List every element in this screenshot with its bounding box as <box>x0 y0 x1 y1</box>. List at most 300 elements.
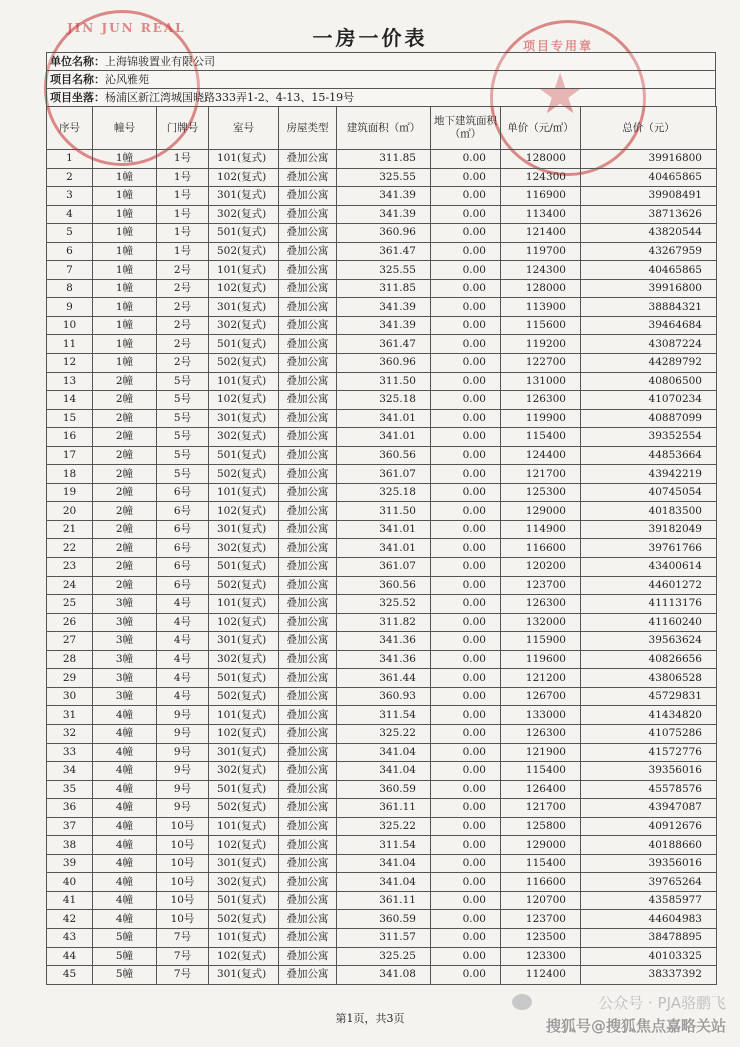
table-row <box>47 261 717 280</box>
cell-index: 45 <box>47 966 93 985</box>
table-row <box>47 446 717 465</box>
cell-building: 2幢 <box>93 428 157 447</box>
cell-unit-price: 116600 <box>501 539 581 558</box>
table-row <box>47 910 717 929</box>
cell-underground-area: 0.00 <box>431 446 501 465</box>
cell-type: 叠加公寓 <box>279 650 337 669</box>
cell-total-price: 43820544 <box>581 224 717 243</box>
cell-type: 叠加公寓 <box>279 669 337 688</box>
cell-total-price: 39356016 <box>581 854 717 873</box>
cell-area: 361.11 <box>337 891 431 910</box>
cell-room: 302(复式) <box>209 205 279 224</box>
cell-underground-area: 0.00 <box>431 372 501 391</box>
cell-underground-area: 0.00 <box>431 298 501 317</box>
cell-building: 4幢 <box>93 836 157 855</box>
cell-door: 2号 <box>157 335 209 354</box>
cell-unit-price: 128000 <box>501 279 581 298</box>
cell-room: 102(复式) <box>209 502 279 521</box>
cell-underground-area: 0.00 <box>431 520 501 539</box>
page-title: 一房一价表 <box>312 26 428 50</box>
header-building: 幢号 <box>93 107 157 150</box>
cell-index: 31 <box>47 706 93 725</box>
cell-room: 102(复式) <box>209 279 279 298</box>
cell-area: 341.39 <box>337 187 431 206</box>
seal-star-icon: ★ <box>535 62 586 127</box>
cell-building: 4幢 <box>93 724 157 743</box>
table-row <box>47 928 717 947</box>
cell-area: 361.07 <box>337 558 431 577</box>
cell-room: 101(复式) <box>209 150 279 169</box>
cell-area: 360.56 <box>337 446 431 465</box>
cell-area: 325.25 <box>337 947 431 966</box>
cell-unit-price: 115400 <box>501 762 581 781</box>
cell-building: 2幢 <box>93 558 157 577</box>
cell-building: 1幢 <box>93 354 157 373</box>
cell-underground-area: 0.00 <box>431 854 501 873</box>
cell-unit-price: 116900 <box>501 187 581 206</box>
cell-area: 325.55 <box>337 168 431 187</box>
header-index: 序号 <box>47 107 93 150</box>
cell-area: 361.44 <box>337 669 431 688</box>
cell-unit-price: 121700 <box>501 799 581 818</box>
cell-area: 361.47 <box>337 335 431 354</box>
cell-area: 311.50 <box>337 372 431 391</box>
cell-unit-price: 131000 <box>501 372 581 391</box>
cell-area: 325.52 <box>337 595 431 614</box>
cell-area: 325.18 <box>337 391 431 410</box>
info-location <box>46 88 716 106</box>
table-row <box>47 502 717 521</box>
cell-room: 501(复式) <box>209 558 279 577</box>
cell-type: 叠加公寓 <box>279 854 337 873</box>
header-unit-price: 单价（元/㎡） <box>501 107 581 150</box>
cell-room: 102(复式) <box>209 168 279 187</box>
cell-area: 311.54 <box>337 836 431 855</box>
cell-door: 4号 <box>157 669 209 688</box>
cell-type: 叠加公寓 <box>279 502 337 521</box>
cell-total-price: 39356016 <box>581 762 717 781</box>
cell-type: 叠加公寓 <box>279 613 337 632</box>
table-row <box>47 836 717 855</box>
cell-underground-area: 0.00 <box>431 743 501 762</box>
cell-room: 302(复式) <box>209 873 279 892</box>
cell-index: 10 <box>47 316 93 335</box>
cell-type: 叠加公寓 <box>279 817 337 836</box>
cell-total-price: 45578576 <box>581 780 717 799</box>
cell-total-price: 39563624 <box>581 632 717 651</box>
cell-total-price: 40465865 <box>581 168 717 187</box>
cell-underground-area: 0.00 <box>431 780 501 799</box>
table-row <box>47 298 717 317</box>
cell-underground-area: 0.00 <box>431 966 501 985</box>
cell-unit-price: 123700 <box>501 910 581 929</box>
cell-underground-area: 0.00 <box>431 150 501 169</box>
cell-unit-price: 115400 <box>501 428 581 447</box>
cell-area: 311.85 <box>337 279 431 298</box>
cell-index: 5 <box>47 224 93 243</box>
cell-unit-price: 119900 <box>501 409 581 428</box>
table-row <box>47 187 717 206</box>
cell-total-price: 40188660 <box>581 836 717 855</box>
cell-index: 40 <box>47 873 93 892</box>
cell-unit-price: 116600 <box>501 873 581 892</box>
table-row <box>47 391 717 410</box>
cell-door: 7号 <box>157 928 209 947</box>
cell-underground-area: 0.00 <box>431 558 501 577</box>
cell-type: 叠加公寓 <box>279 910 337 929</box>
cell-unit-price: 120200 <box>501 558 581 577</box>
table-row <box>47 947 717 966</box>
cell-door: 1号 <box>157 205 209 224</box>
cell-type: 叠加公寓 <box>279 576 337 595</box>
watermark-sohu: 搜狐号@搜狐焦点嘉略关站 <box>545 1017 726 1035</box>
cell-building: 3幢 <box>93 595 157 614</box>
table-row <box>47 539 717 558</box>
cell-unit-price: 113400 <box>501 205 581 224</box>
cell-type: 叠加公寓 <box>279 836 337 855</box>
cell-room: 102(复式) <box>209 391 279 410</box>
cell-underground-area: 0.00 <box>431 632 501 651</box>
cell-total-price: 39765264 <box>581 873 717 892</box>
cell-underground-area: 0.00 <box>431 873 501 892</box>
cell-area: 341.08 <box>337 966 431 985</box>
cell-underground-area: 0.00 <box>431 947 501 966</box>
cell-room: 301(复式) <box>209 743 279 762</box>
cell-type: 叠加公寓 <box>279 391 337 410</box>
cell-door: 10号 <box>157 817 209 836</box>
cell-building: 3幢 <box>93 687 157 706</box>
cell-building: 2幢 <box>93 576 157 595</box>
cell-unit-price: 123300 <box>501 947 581 966</box>
cell-index: 19 <box>47 483 93 502</box>
cell-area: 361.07 <box>337 465 431 484</box>
cell-room: 502(复式) <box>209 910 279 929</box>
header-underground-area: 地下建筑面积（㎡） <box>431 107 501 150</box>
cell-door: 5号 <box>157 409 209 428</box>
page-footer: 第1页，共3页 <box>335 1012 405 1025</box>
cell-underground-area: 0.00 <box>431 669 501 688</box>
cell-unit-price: 132000 <box>501 613 581 632</box>
cell-room: 501(复式) <box>209 669 279 688</box>
table-row <box>47 706 717 725</box>
cell-total-price: 40826656 <box>581 650 717 669</box>
cell-type: 叠加公寓 <box>279 168 337 187</box>
cell-room: 502(复式) <box>209 576 279 595</box>
cell-index: 32 <box>47 724 93 743</box>
cell-door: 6号 <box>157 576 209 595</box>
cell-area: 325.55 <box>337 261 431 280</box>
cell-total-price: 43942219 <box>581 465 717 484</box>
cell-underground-area: 0.00 <box>431 928 501 947</box>
cell-door: 9号 <box>157 762 209 781</box>
cell-underground-area: 0.00 <box>431 316 501 335</box>
cell-room: 101(复式) <box>209 595 279 614</box>
cell-unit-price: 119700 <box>501 242 581 261</box>
cell-area: 311.57 <box>337 928 431 947</box>
cell-underground-area: 0.00 <box>431 428 501 447</box>
cell-unit-price: 119600 <box>501 650 581 669</box>
cell-building: 3幢 <box>93 669 157 688</box>
cell-room: 101(复式) <box>209 928 279 947</box>
cell-area: 311.54 <box>337 706 431 725</box>
info-value: 上海锦骏置业有限公司 <box>105 55 215 68</box>
cell-underground-area: 0.00 <box>431 799 501 818</box>
cell-type: 叠加公寓 <box>279 354 337 373</box>
cell-room: 302(复式) <box>209 316 279 335</box>
cell-building: 2幢 <box>93 372 157 391</box>
cell-total-price: 39916800 <box>581 279 717 298</box>
cell-underground-area: 0.00 <box>431 242 501 261</box>
table-header-row <box>47 107 717 150</box>
cell-room: 101(复式) <box>209 372 279 391</box>
cell-door: 4号 <box>157 613 209 632</box>
cell-area: 311.85 <box>337 150 431 169</box>
cell-total-price: 40912676 <box>581 817 717 836</box>
cell-area: 341.01 <box>337 409 431 428</box>
cell-type: 叠加公寓 <box>279 947 337 966</box>
cell-total-price: 44604983 <box>581 910 717 929</box>
table-row <box>47 891 717 910</box>
cell-underground-area: 0.00 <box>431 891 501 910</box>
cell-room: 502(复式) <box>209 354 279 373</box>
info-label: 项目名称： <box>50 73 105 86</box>
cell-index: 6 <box>47 242 93 261</box>
cell-building: 1幢 <box>93 150 157 169</box>
cell-unit-price: 114900 <box>501 520 581 539</box>
cell-area: 360.59 <box>337 780 431 799</box>
cell-door: 7号 <box>157 966 209 985</box>
cell-index: 30 <box>47 687 93 706</box>
cell-type: 叠加公寓 <box>279 873 337 892</box>
cell-area: 361.11 <box>337 799 431 818</box>
cell-unit-price: 124300 <box>501 261 581 280</box>
table-row <box>47 483 717 502</box>
table-row <box>47 724 717 743</box>
cell-unit-price: 121200 <box>501 669 581 688</box>
cell-area: 341.04 <box>337 743 431 762</box>
cell-type: 叠加公寓 <box>279 261 337 280</box>
table-row <box>47 465 717 484</box>
cell-door: 9号 <box>157 780 209 799</box>
cell-room: 301(复式) <box>209 854 279 873</box>
cell-room: 501(复式) <box>209 224 279 243</box>
info-value: 杨浦区新江湾城国晓路333弄1-2、4-13、15-19号 <box>105 91 355 104</box>
cell-building: 4幢 <box>93 799 157 818</box>
cell-door: 2号 <box>157 261 209 280</box>
cell-door: 9号 <box>157 724 209 743</box>
cell-door: 4号 <box>157 632 209 651</box>
cell-index: 24 <box>47 576 93 595</box>
cell-underground-area: 0.00 <box>431 650 501 669</box>
table-row <box>47 428 717 447</box>
cell-type: 叠加公寓 <box>279 724 337 743</box>
cell-area: 341.39 <box>337 205 431 224</box>
cell-type: 叠加公寓 <box>279 409 337 428</box>
cell-type: 叠加公寓 <box>279 298 337 317</box>
cell-room: 501(复式) <box>209 446 279 465</box>
cell-door: 6号 <box>157 483 209 502</box>
table-row <box>47 242 717 261</box>
cell-area: 341.04 <box>337 873 431 892</box>
cell-area: 325.22 <box>337 724 431 743</box>
cell-total-price: 40806500 <box>581 372 717 391</box>
cell-unit-price: 115600 <box>501 316 581 335</box>
table-row <box>47 205 717 224</box>
cell-underground-area: 0.00 <box>431 910 501 929</box>
cell-room: 301(复式) <box>209 298 279 317</box>
cell-area: 341.04 <box>337 762 431 781</box>
cell-building: 1幢 <box>93 279 157 298</box>
cell-door: 1号 <box>157 187 209 206</box>
cell-underground-area: 0.00 <box>431 335 501 354</box>
cell-door: 5号 <box>157 428 209 447</box>
cell-building: 4幢 <box>93 817 157 836</box>
cell-type: 叠加公寓 <box>279 558 337 577</box>
cell-room: 302(复式) <box>209 762 279 781</box>
cell-door: 4号 <box>157 595 209 614</box>
cell-type: 叠加公寓 <box>279 706 337 725</box>
cell-type: 叠加公寓 <box>279 335 337 354</box>
table-row <box>47 150 717 169</box>
cell-area: 341.39 <box>337 298 431 317</box>
cell-index: 3 <box>47 187 93 206</box>
cell-building: 2幢 <box>93 502 157 521</box>
cell-index: 11 <box>47 335 93 354</box>
cell-total-price: 43400614 <box>581 558 717 577</box>
cell-door: 5号 <box>157 465 209 484</box>
cell-type: 叠加公寓 <box>279 316 337 335</box>
table-row <box>47 372 717 391</box>
cell-door: 4号 <box>157 650 209 669</box>
cell-unit-price: 120700 <box>501 891 581 910</box>
table-row <box>47 279 717 298</box>
cell-unit-price: 126300 <box>501 724 581 743</box>
cell-area: 311.82 <box>337 613 431 632</box>
cell-index: 25 <box>47 595 93 614</box>
cell-area: 361.47 <box>337 242 431 261</box>
cell-door: 2号 <box>157 316 209 335</box>
cell-unit-price: 123700 <box>501 576 581 595</box>
cell-building: 2幢 <box>93 465 157 484</box>
cell-door: 2号 <box>157 298 209 317</box>
cell-type: 叠加公寓 <box>279 242 337 261</box>
cell-door: 1号 <box>157 168 209 187</box>
cell-room: 502(复式) <box>209 242 279 261</box>
table-row <box>47 854 717 873</box>
cell-door: 10号 <box>157 873 209 892</box>
cell-index: 23 <box>47 558 93 577</box>
cell-building: 1幢 <box>93 298 157 317</box>
cell-building: 2幢 <box>93 409 157 428</box>
cell-building: 2幢 <box>93 391 157 410</box>
cell-index: 43 <box>47 928 93 947</box>
header-total-price: 总价（元） <box>581 107 717 150</box>
cell-unit-price: 123500 <box>501 928 581 947</box>
cell-total-price: 43267959 <box>581 242 717 261</box>
cell-index: 16 <box>47 428 93 447</box>
cell-type: 叠加公寓 <box>279 279 337 298</box>
cell-unit-price: 125300 <box>501 483 581 502</box>
cell-room: 302(复式) <box>209 428 279 447</box>
cell-room: 302(复式) <box>209 650 279 669</box>
header-room: 室号 <box>209 107 279 150</box>
cell-area: 360.96 <box>337 224 431 243</box>
cell-type: 叠加公寓 <box>279 743 337 762</box>
cell-room: 501(复式) <box>209 335 279 354</box>
cell-room: 101(复式) <box>209 817 279 836</box>
cell-index: 26 <box>47 613 93 632</box>
cell-underground-area: 0.00 <box>431 762 501 781</box>
cell-area: 341.01 <box>337 539 431 558</box>
cell-room: 301(复式) <box>209 409 279 428</box>
cell-door: 4号 <box>157 687 209 706</box>
cell-total-price: 44601272 <box>581 576 717 595</box>
cell-index: 17 <box>47 446 93 465</box>
cell-area: 341.04 <box>337 854 431 873</box>
cell-area: 341.36 <box>337 632 431 651</box>
header-type: 房屋类型 <box>279 107 337 150</box>
cell-unit-price: 128000 <box>501 150 581 169</box>
cell-door: 9号 <box>157 799 209 818</box>
cell-total-price: 40183500 <box>581 502 717 521</box>
table-row <box>47 966 717 985</box>
cell-underground-area: 0.00 <box>431 687 501 706</box>
cell-door: 1号 <box>157 224 209 243</box>
cell-type: 叠加公寓 <box>279 187 337 206</box>
cell-room: 101(复式) <box>209 483 279 502</box>
cell-building: 1幢 <box>93 335 157 354</box>
cell-door: 6号 <box>157 558 209 577</box>
cell-underground-area: 0.00 <box>431 354 501 373</box>
cell-room: 101(复式) <box>209 706 279 725</box>
cell-building: 4幢 <box>93 910 157 929</box>
info-label: 单位名称： <box>50 55 105 68</box>
table-row <box>47 669 717 688</box>
cell-type: 叠加公寓 <box>279 799 337 818</box>
cell-index: 38 <box>47 836 93 855</box>
cell-area: 311.50 <box>337 502 431 521</box>
cell-underground-area: 0.00 <box>431 706 501 725</box>
price-table <box>46 106 717 985</box>
cell-index: 8 <box>47 279 93 298</box>
table-row <box>47 316 717 335</box>
cell-area: 341.01 <box>337 520 431 539</box>
cell-total-price: 43947087 <box>581 799 717 818</box>
cell-unit-price: 122700 <box>501 354 581 373</box>
cell-underground-area: 0.00 <box>431 724 501 743</box>
cell-total-price: 41070234 <box>581 391 717 410</box>
cell-type: 叠加公寓 <box>279 520 337 539</box>
cell-underground-area: 0.00 <box>431 279 501 298</box>
cell-room: 502(复式) <box>209 687 279 706</box>
table-row <box>47 780 717 799</box>
header-area: 建筑面积（㎡） <box>337 107 431 150</box>
cell-total-price: 39916800 <box>581 150 717 169</box>
cell-door: 5号 <box>157 372 209 391</box>
cell-unit-price: 121700 <box>501 465 581 484</box>
cell-total-price: 41434820 <box>581 706 717 725</box>
cell-room: 501(复式) <box>209 780 279 799</box>
cell-type: 叠加公寓 <box>279 205 337 224</box>
cell-total-price: 39908491 <box>581 187 717 206</box>
info-value: 沁风雅苑 <box>105 73 149 86</box>
cell-building: 4幢 <box>93 762 157 781</box>
cell-room: 301(复式) <box>209 187 279 206</box>
cell-underground-area: 0.00 <box>431 817 501 836</box>
cell-building: 2幢 <box>93 483 157 502</box>
cell-room: 101(复式) <box>209 261 279 280</box>
cell-index: 7 <box>47 261 93 280</box>
